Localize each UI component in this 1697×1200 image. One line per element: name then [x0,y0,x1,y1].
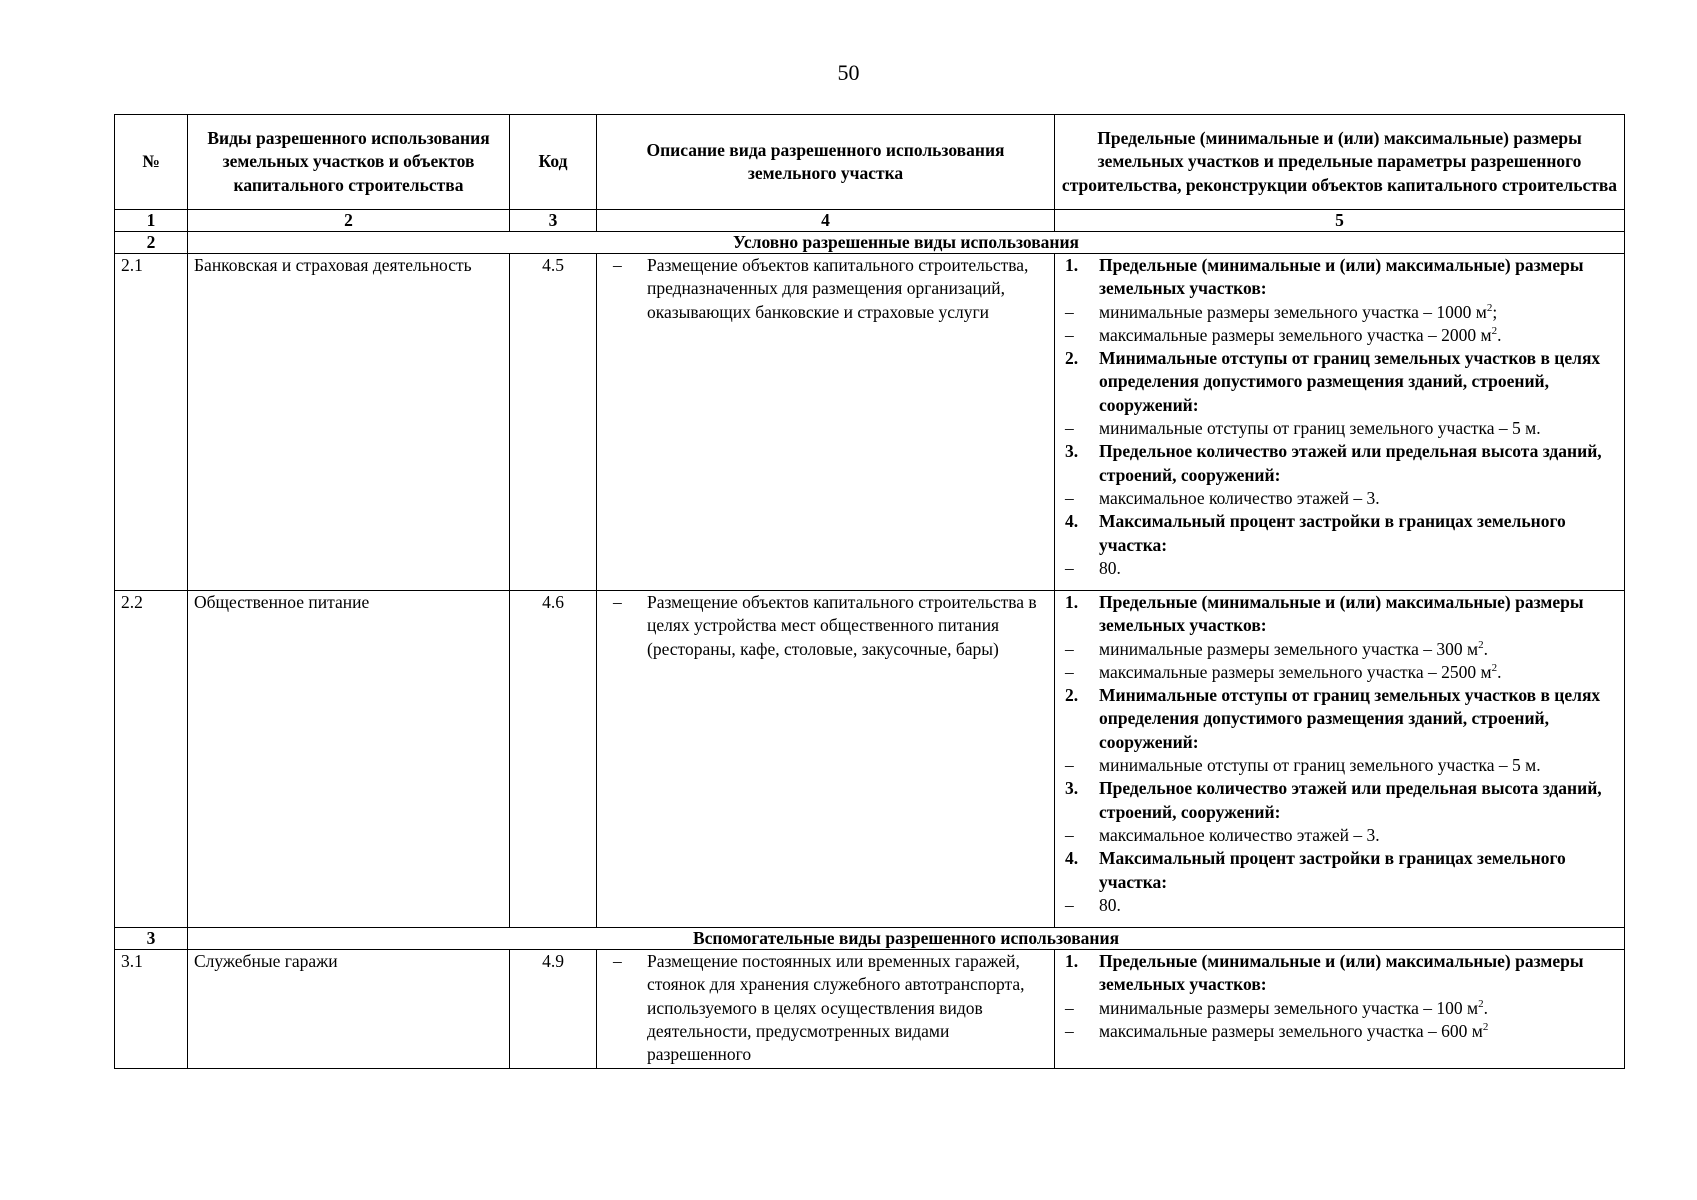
param-text: Предельное количество этажей или предельная высота зданий, строений, сооружений: [1099,778,1602,822]
page-number: 50 [837,60,860,85]
param-text: Предельные (минимальные и (или) максимальные) размеры земельных участков: [1099,951,1584,995]
param-tail: . [1497,661,1502,682]
row-number: 2.2 [115,591,188,928]
section-title: Условно разрешенные виды использования [188,232,1625,254]
param-heading [1061,950,1618,997]
param-text: Максимальный процент застройки в границах земельного участка: [1099,848,1566,892]
dash-marker: – [1065,418,1074,439]
dash-marker: – [1065,894,1074,915]
dash-marker: – [613,255,622,275]
param-item [1061,1020,1618,1043]
row-description [597,591,1055,928]
row-use-name: Служебные гаражи [188,950,510,1069]
row-number: 2.1 [115,254,188,591]
param-text: Предельное количество этажей или предельная высота зданий, строений, сооружений: [1099,441,1602,485]
param-tail: ; [1492,301,1498,322]
param-text: максимальное количество этажей – 3. [1099,487,1380,508]
number-marker: 4. [1065,848,1079,869]
table-row [115,254,1625,591]
param-heading [1061,440,1618,487]
description-text: Размещение постоянных или временных гаражей, стоянок для хранения служебного автотранспорта, используемого в целях осуществления видов деятельности, предусмотренных видами разрешенного [647,951,1025,1065]
param-heading [1061,347,1618,417]
param-text: максимальные размеры земельного участка – 2500 м [1099,661,1492,682]
superscript: 2 [1486,301,1493,314]
number-marker: 2. [1065,348,1079,369]
header-parameters: Предельные (минимальные и (или) максимальные) размеры земельных участков и предельные параметры разрешенного строительства, реконструкции объектов капитального строительства [1055,115,1625,210]
row-use-name: Общественное питание [188,591,510,928]
section-title: Вспомогательные виды разрешенного использования [188,928,1625,950]
param-text: максимальные размеры земельного участка – 600 м [1099,1020,1483,1041]
param-text: 80. [1099,557,1121,578]
params-list [1061,591,1618,917]
number-marker: 3. [1065,441,1079,462]
param-text: минимальные размеры земельного участка – 100 м [1099,997,1479,1018]
table-header-row [115,115,1625,210]
column-number: 4 [597,210,1055,232]
param-text: Минимальные отступы от границ земельных участков в целях определения допустимого размещения зданий, строений, сооружений: [1099,348,1601,415]
column-number: 1 [115,210,188,232]
superscript: 2 [1491,325,1498,338]
column-number: 5 [1055,210,1625,232]
number-marker: 1. [1065,592,1079,612]
header-use-type: Виды разрешенного использования земельных участков и объектов капитального строительства [188,115,510,210]
number-marker: 2. [1065,685,1079,706]
header-number: № [115,115,188,210]
superscript: 2 [1478,638,1484,651]
section-row [115,928,1625,950]
param-text: Предельные (минимальные и (или) максимальные) размеры земельных участков: [1099,592,1584,636]
param-item [1061,661,1618,684]
param-item [1061,638,1618,661]
param-heading [1061,510,1618,557]
param-item [1061,301,1618,324]
table-row [115,950,1625,1069]
header-description: Описание вида разрешенного использования земельного участка [597,115,1055,210]
row-description [597,254,1055,591]
param-heading [1061,254,1618,301]
param-text: минимальные отступы от границ земельного участка – 5 м. [1099,418,1541,439]
section-row [115,232,1625,254]
column-number: 3 [510,210,597,232]
param-item [1061,997,1618,1020]
param-text: минимальные размеры земельного участка – 300 м [1099,638,1479,659]
row-number: 3.1 [115,950,188,1069]
description-text: Размещение объектов капитального строительства, предназначенных для размещения организаций, оказывающих банковские и страховые услуги [647,255,1029,322]
dash-marker: – [1065,997,1074,1018]
dash-marker: – [613,951,622,971]
dash-marker: – [1065,824,1074,845]
number-marker: 3. [1065,778,1079,799]
dash-marker: – [1065,301,1074,322]
param-item [1061,487,1618,510]
column-number-row [115,210,1625,232]
param-text: Предельные (минимальные и (или) максимальные) размеры земельных участков: [1099,255,1584,299]
dash-marker: – [1065,661,1074,682]
param-text: максимальное количество этажей – 3. [1099,824,1380,845]
param-item [1061,754,1618,777]
dash-marker: – [1065,638,1074,659]
land-use-table [114,114,1625,1069]
param-item [1061,324,1618,347]
section-number: 3 [115,928,188,950]
column-number: 2 [188,210,510,232]
param-text: 80. [1099,894,1121,915]
dash-marker: – [1065,557,1074,578]
param-heading [1061,684,1618,754]
table-row [115,591,1625,928]
param-item [1061,894,1618,917]
row-parameters [1055,950,1625,1069]
param-tail: . [1497,324,1502,345]
param-heading [1061,847,1618,894]
row-parameters [1055,591,1625,928]
row-use-name: Банковская и страховая деятельность [188,254,510,591]
number-marker: 4. [1065,511,1079,532]
param-item [1061,557,1618,580]
param-text: максимальные размеры земельного участка – 2000 м [1099,324,1492,345]
param-text: минимальные отступы от границ земельного участка – 5 м. [1099,755,1541,776]
dash-marker: – [1065,1020,1074,1041]
params-list [1061,950,1618,1043]
superscript: 2 [1491,662,1498,675]
dash-marker: – [1065,755,1074,776]
param-text: Минимальные отступы от границ земельных участков в целях определения допустимого размещения зданий, строений, сооружений: [1099,685,1601,752]
dash-marker: – [1065,324,1074,345]
row-code: 4.5 [510,254,597,591]
row-description [597,950,1055,1069]
row-code: 4.9 [510,950,597,1069]
param-heading [1061,591,1618,638]
header-code: Код [510,115,597,210]
param-item [1061,417,1618,440]
number-marker: 1. [1065,255,1079,275]
row-parameters [1055,254,1625,591]
param-item [1061,824,1618,847]
dash-marker: – [613,592,622,612]
param-text: минимальные размеры земельного участка – 1000 м [1099,301,1487,322]
dash-marker: – [1065,487,1074,508]
params-list [1061,254,1618,580]
row-code: 4.6 [510,591,597,928]
description-text: Размещение объектов капитального строительства в целях устройства мест общественного питания (рестораны, кафе, столовые, закусочные, бары) [647,592,1037,659]
superscript: 2 [1478,997,1484,1010]
param-tail: . [1483,997,1488,1018]
param-text: Максимальный процент застройки в границах земельного участка: [1099,511,1566,555]
param-tail: . [1483,638,1488,659]
section-number: 2 [115,232,188,254]
superscript: 2 [1482,1021,1489,1034]
number-marker: 1. [1065,951,1079,971]
param-heading [1061,777,1618,824]
